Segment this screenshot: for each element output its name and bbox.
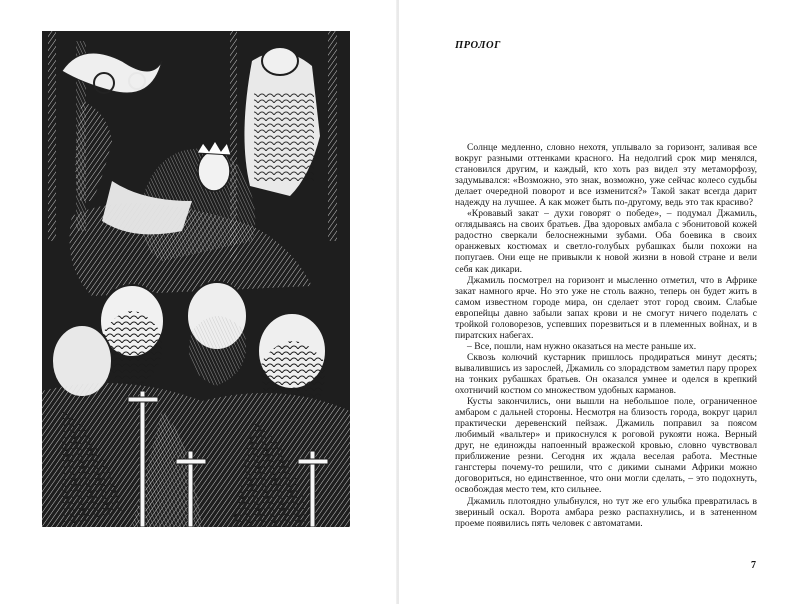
paragraph: Джамиль посмотрел на горизонт и мысленно отметил, что в Африке закат намного ярче. Но это уже не столь важно, теперь он будет жить в самом известном городе мира, он сделает этот город своим. Слабые европейцы давно забыли запах крови и не смогут ничего поделать с тройкой головорезов, успевших порезвиться и в племенных войнах, и в пиратских набегах. — [455, 274, 757, 341]
paragraph: – Все, пошли, нам нужно оказаться на месте раньше их. — [467, 340, 697, 352]
paragraph: «Кровавый закат – духи говорят о победе», – подумал Джамиль, оглядываясь на своих братьев. Два здоровых амбала с эбонитовой кожей радостно сверкали белоснежными зубами. Оба боевика в своих оранжевых костюмах и светло-голубых рубашках были похожи на попугаев. Они еще не привыкли к новой жизни в новой стране и вели себя как дикари. — [455, 208, 757, 275]
paragraph: Джамиль плотоядно улыбнулся, но тут же его улыбка превратилась в звериный оскал. Ворота амбара резко распахнулись, и в затененном проеме появились пять человек с автоматами. — [455, 495, 757, 529]
page-number: 7 — [751, 560, 756, 571]
chapter-illustration — [42, 31, 350, 527]
pen-ink-illustration-icon — [42, 31, 350, 527]
paragraph: Кусты закончились, они вышли на небольшое поле, ограниченное амбаром с дальней стороны. Несмотря на близость города, вокруг царил практически деревенский пейзаж. Джамиль поправил за поясом любимый «вальтер» и прикоснулся к роговой рукояти ножа. Верный друг, не единожды напоенный вражеской кровью, словно чувствовал приближение резни. Сегодня их ждала веселая работа. Местные гангстеры почему-то решили, что с дикими сынами Африки можно договориться, но единственное, что они могли сделать, – это подохнуть, освобождая место тем, кто сильнее. — [455, 396, 757, 496]
left-page — [0, 0, 398, 604]
right-page — [399, 0, 797, 604]
paragraph: Сквозь колючий кустарник пришлось продираться минут десять; вывалившись из зарослей, Джамиль со злорадством заметил пару прорех на тонких рубашках братьев. Он оказался умнее и оделся в крепкий охотничий костюм со множеством удобных карманов. — [455, 351, 757, 397]
paragraph: Солнце медленно, словно нехотя, уплывало за горизонт, заливая все вокруг разными оттенками красного. На недолгий срок мир менялся, становился другим, и каждый, кто хоть раз видел эту метаморфозу, задумывался: «Возможно, это знак, возможно, уже сейчас колесо судьбы делает очередной поворот и все изменится?» Такой закат всегда дарит надежду на лучшее. А как может быть по-другому, ведь это так красиво? — [455, 142, 757, 209]
chapter-title: ПРОЛОГ — [455, 40, 501, 51]
body-text — [455, 142, 757, 529]
